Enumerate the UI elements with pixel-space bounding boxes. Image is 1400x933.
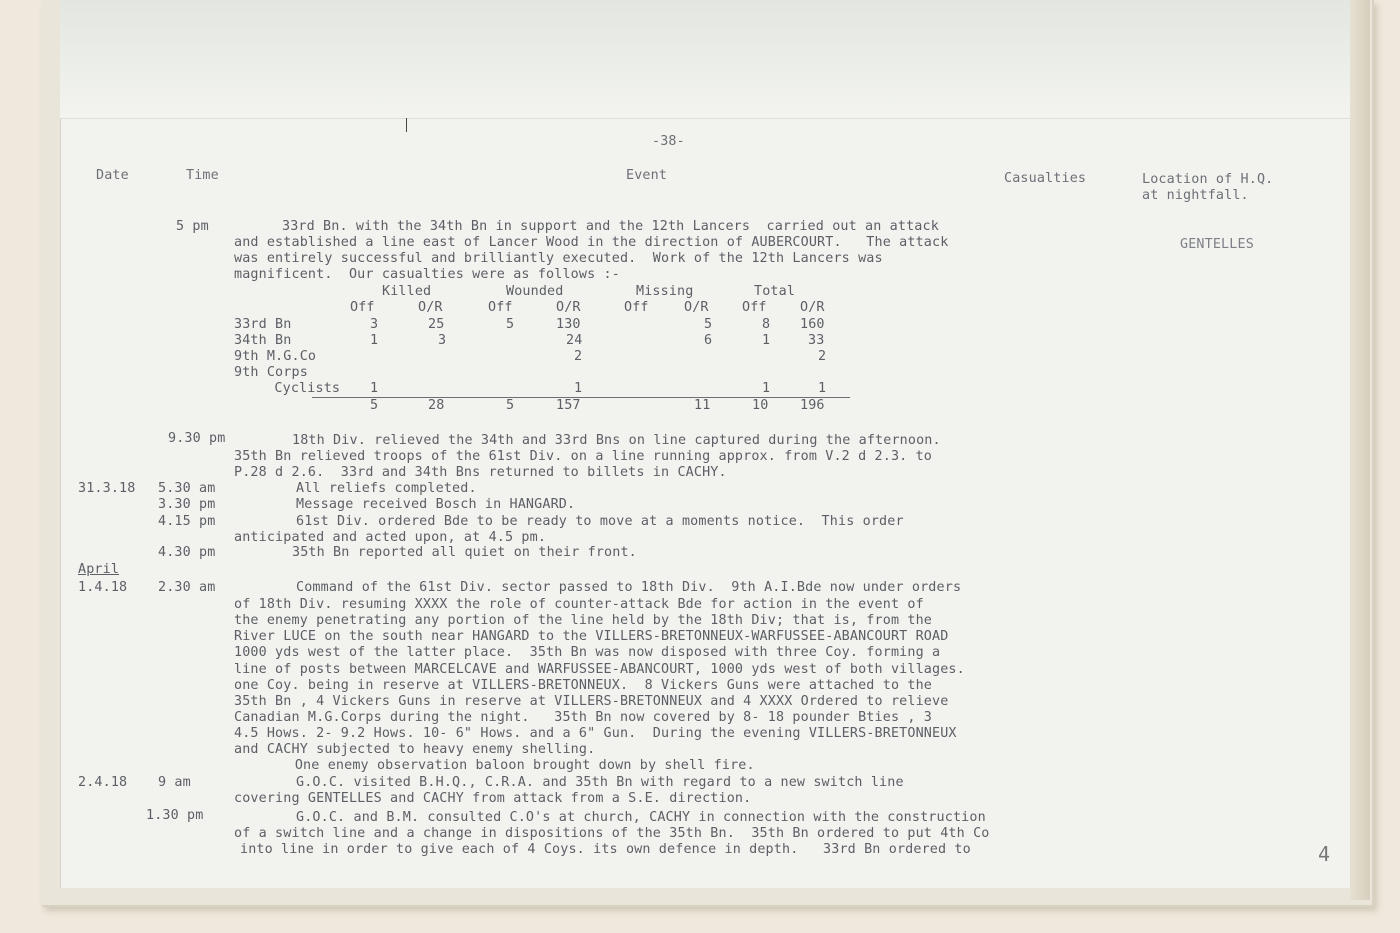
table-group-header: Total (754, 284, 796, 299)
table-cell: 1 (370, 381, 379, 396)
table-subheader: Off (350, 300, 375, 315)
table-total: 5 (506, 398, 515, 413)
table-subheader: Off (742, 300, 767, 315)
entry6-line: of a switch line and a change in dispositions of the 35th Bn. 35th Bn ordered to put 4th Co (234, 826, 990, 841)
table-cell: 33 (808, 333, 825, 348)
table-cell: 130 (556, 317, 581, 332)
entry1-line: was entirely successful and brilliantly executed. Work of the 12th Lancers was (234, 251, 883, 266)
entry6-line: into line in order to give each of 4 Coys. its own defence in depth. 33rd Bn ordered to (240, 842, 971, 857)
entry3-time: 3.30 pm (158, 497, 216, 512)
entry1-line: magnificent. Our casualties were as follows :- (234, 267, 620, 282)
table-cell: 8 (762, 317, 771, 332)
table-subheader: Off (488, 300, 513, 315)
entry4-line: the enemy penetrating any portion of the line held by the 18th Div; that is, from the (234, 613, 933, 628)
table-row-unit: 9th Corps (234, 365, 308, 380)
table-total: 157 (556, 398, 581, 413)
entry4-line: one Coy. being in reserve at VILLERS-BRETONNEUX. 8 Vickers Guns were attached to the (234, 678, 933, 693)
table-cell: 2 (818, 349, 827, 364)
month-label: April (78, 562, 120, 577)
entry3-time: 4.15 pm (158, 514, 216, 529)
margin-tick (406, 118, 407, 132)
entry4-line: line of posts between MARCELCAVE and WARFUSSEE-ABANCOURT, 1000 yds west of both villages. (234, 662, 965, 677)
table-subheader: O/R (556, 300, 581, 315)
header-location-line2: at nightfall. (1142, 188, 1249, 203)
entry4-line: of 18th Div. resuming XXXX the role of counter-attack Bde for action in the event of (234, 597, 924, 612)
entry6-time: 1.30 pm (146, 808, 204, 823)
entry1-line: 33rd Bn. with the 34th Bn in support and the 12th Lancers carried out an attack (282, 219, 939, 234)
entry3-time: 4.30 pm (158, 545, 216, 560)
header-location-line1: Location of H.Q. (1142, 172, 1274, 187)
page-number: -38- (652, 134, 685, 149)
entry5-date: 2.4.18 (78, 775, 128, 790)
entry4-time: 2.30 am (158, 580, 216, 595)
entry1-line: and established a line east of Lancer Wood in the direction of AUBERCOURT. The attack (234, 235, 949, 250)
header-time: Time (186, 168, 219, 183)
table-group-header: Wounded (506, 284, 564, 299)
table-cell: 5 (506, 317, 515, 332)
table-subheader: Off (624, 300, 649, 315)
entry5-line: G.O.C. visited B.H.Q., C.R.A. and 35th Bn with regard to a new switch line (296, 775, 904, 790)
table-row-unit: Cyclists (258, 381, 341, 396)
entry4-line: Canadian M.G.Corps during the night. 35th Bn now covered by 8- 18 pounder Bties , 3 (234, 710, 933, 725)
folio-mark: 4 (1318, 842, 1331, 866)
entry4-line: One enemy observation baloon brought down by shell fire. (262, 758, 755, 773)
entry3-text: anticipated and acted upon, at 4.5 pm. (234, 530, 547, 545)
table-cell: 6 (704, 333, 713, 348)
entry4-line: 1000 yds west of the latter place. 35th Bn was now disposed with three Coy. forming a (234, 645, 941, 660)
entry4-line: 4.5 Hows. 2- 9.2 Hows. 10- 6" Hows. and a 6" Gun. During the evening VILLERS-BRETONNEUX (234, 726, 957, 741)
table-cell: 1 (762, 381, 771, 396)
entry3-text: All reliefs completed. (296, 481, 477, 496)
table-cell: 24 (566, 333, 583, 348)
table-cell: 1 (762, 333, 771, 348)
entry1-time: 5 pm (176, 219, 209, 234)
table-cell: 2 (574, 349, 583, 364)
entry4-line: River LUCE on the south near HANGARD to the VILLERS-BRETONNEUX-WARFUSSEE-ABANCOURT ROAD (234, 629, 949, 644)
table-total: 10 (752, 398, 769, 413)
header-casualties: Casualties (1004, 171, 1087, 186)
entry3-text: 61st Div. ordered Bde to be ready to move at a moments notice. This order (296, 514, 904, 529)
header-event: Event (626, 168, 668, 183)
table-cell: 1 (818, 381, 827, 396)
entry4-line: 35th Bn , 4 Vickers Guns in reserve at VILLERS-BRETONNEUX and 4 XXXX Ordered to relieve (234, 694, 949, 709)
entry2-line: 18th Div. relieved the 34th and 33rd Bns on line captured during the afternoon. (292, 433, 941, 448)
entry4-line: Command of the 61st Div. sector passed to 18th Div. 9th A.I.Bde now under orders (296, 580, 962, 595)
entry1-location: GENTELLES (1180, 237, 1254, 252)
table-total: 28 (428, 398, 445, 413)
table-cell: 1 (574, 381, 583, 396)
table-cell: 5 (704, 317, 713, 332)
table-group-header: Missing (636, 284, 694, 299)
header-date: Date (96, 168, 129, 183)
table-cell: 3 (370, 317, 379, 332)
entry2-line: 35th Bn relieved troops of the 61st Div. on a line running approx. from V.2 d 2.3. to (234, 449, 933, 464)
table-cell: 1 (370, 333, 379, 348)
entry3-text: Message received Bosch in HANGARD. (296, 497, 576, 512)
table-cell: 160 (800, 317, 825, 332)
table-total-rule (312, 397, 850, 398)
table-group-header: Killed (382, 284, 432, 299)
table-total: 5 (370, 398, 379, 413)
entry4-date: 1.4.18 (78, 580, 128, 595)
entry2-time: 9.30 pm (168, 431, 226, 446)
entry5-time: 9 am (158, 775, 191, 790)
table-total: 11 (694, 398, 711, 413)
table-row-unit: 9th M.G.Co (234, 349, 317, 364)
entry3-text: 35th Bn reported all quiet on their front. (292, 545, 637, 560)
binder-shadow (1350, 0, 1370, 900)
table-subheader: O/R (418, 300, 443, 315)
paper-top-band (60, 0, 1350, 119)
entry3-date: 31.3.18 (78, 481, 136, 496)
table-subheader: O/R (800, 300, 825, 315)
table-cell: 25 (428, 317, 445, 332)
entry4-line: and CACHY subjected to heavy enemy shelling. (234, 742, 596, 757)
entry5-line: covering GENTELLES and CACHY from attack from a S.E. direction. (234, 791, 752, 806)
entry6-line: G.O.C. and B.M. consulted C.O's at church, CACHY in connection with the construction (296, 810, 986, 825)
table-cell: 3 (438, 333, 447, 348)
entry2-line: P.28 d 2.6. 33rd and 34th Bns returned to billets in CACHY. (234, 465, 727, 480)
table-row-unit: 34th Bn (234, 333, 292, 348)
table-row-unit: 33rd Bn (234, 317, 292, 332)
entry3-time: 5.30 am (158, 481, 216, 496)
table-total: 196 (800, 398, 825, 413)
table-subheader: O/R (684, 300, 709, 315)
